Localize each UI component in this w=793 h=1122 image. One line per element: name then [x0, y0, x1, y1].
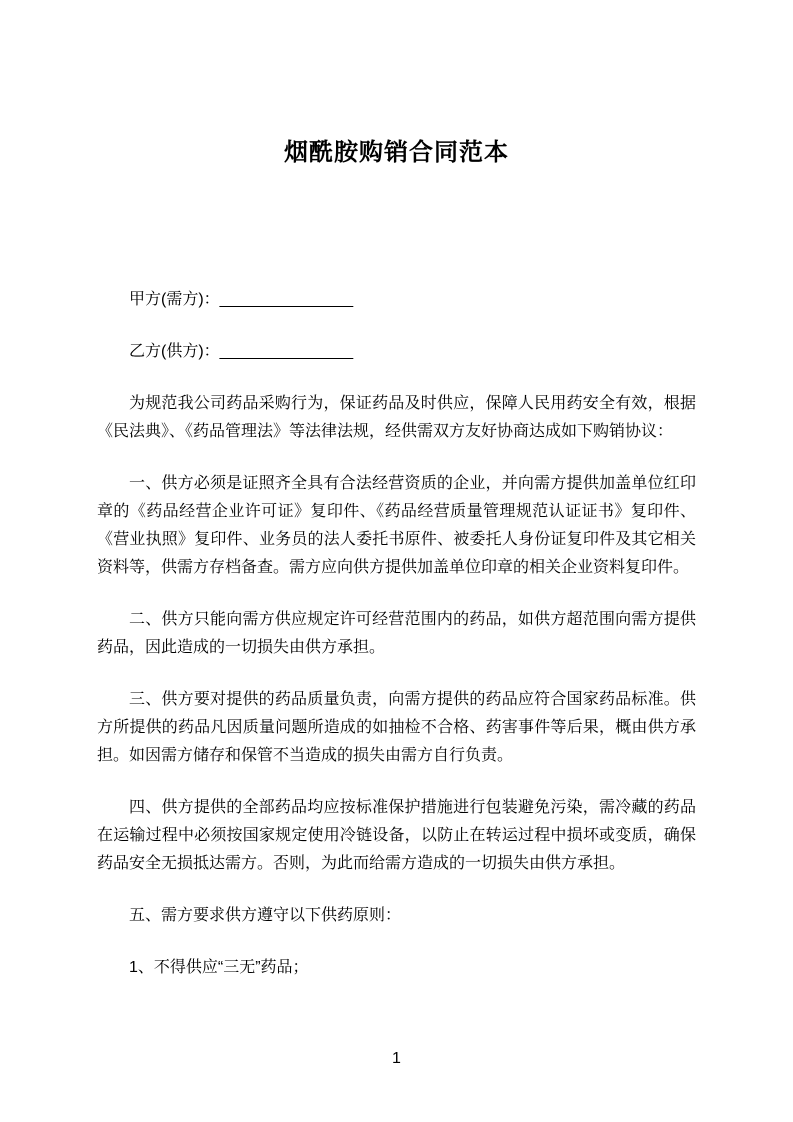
- paragraph-preamble: 为规范我公司药品采购行为，保证药品及时供应，保障人民用药安全有效，根据《民法典》、《药品管理法》等法律法规，经供需双方友好协商达成如下购销协议：: [97, 395, 696, 440]
- party-a-label: 甲方(需方)：: [129, 291, 220, 308]
- clause-3: 三、供方要对提供的药品质量负责，向需方提供的药品应符合国家药品标准。供方所提供的药品凡因质量问题所造成的如抽检不合格、药害事件等后果，概由供方承担。如因需方储存和保管不当造成的损失由需方自行负责。: [97, 691, 696, 764]
- party-b-blank-field: _______________: [219, 343, 354, 360]
- party-b-label: 乙方(供方)：: [129, 343, 220, 360]
- clause-5: 五、需方要求供方遵守以下供药原则：: [129, 907, 402, 924]
- clause-4: 四、供方提供的全部药品均应按标准保护措施进行包装避免污染，需冷藏的药品在运输过程中必须按国家规定使用冷链设备，以防止在转运过程中损坏或变质，确保药品安全无损抵达需方。否则，为此而给需方造成的一切损失由供方承担。: [97, 799, 696, 872]
- clause-5-item-1: 1、不得供应“三无”药品；: [129, 959, 309, 976]
- clause-2: 二、供方只能向需方供应规定许可经营范围内的药品，如供方超范围向需方提供药品，因此造成的一切损失由供方承担。: [97, 611, 696, 656]
- party-a-line: [97, 286, 696, 314]
- document-title: 烟酰胺购销合同范本: [284, 139, 509, 166]
- clause-1: 一、供方必须是证照齐全具有合法经营资质的企业，并向需方提供加盖单位红印章的《药品经营企业许可证》复印件、《药品经营质量管理规范认证证书》复印件、《营业执照》复印件、业务员的法人委托书原件、被委托人身份证复印件及其它相关资料等，供需方存档备查。需方应向供方提供加盖单位印章的相关企业资料复印件。: [97, 475, 696, 576]
- party-b-line: [97, 338, 696, 366]
- page-number: 1: [392, 1050, 401, 1067]
- party-a-blank-field: _______________: [219, 291, 354, 308]
